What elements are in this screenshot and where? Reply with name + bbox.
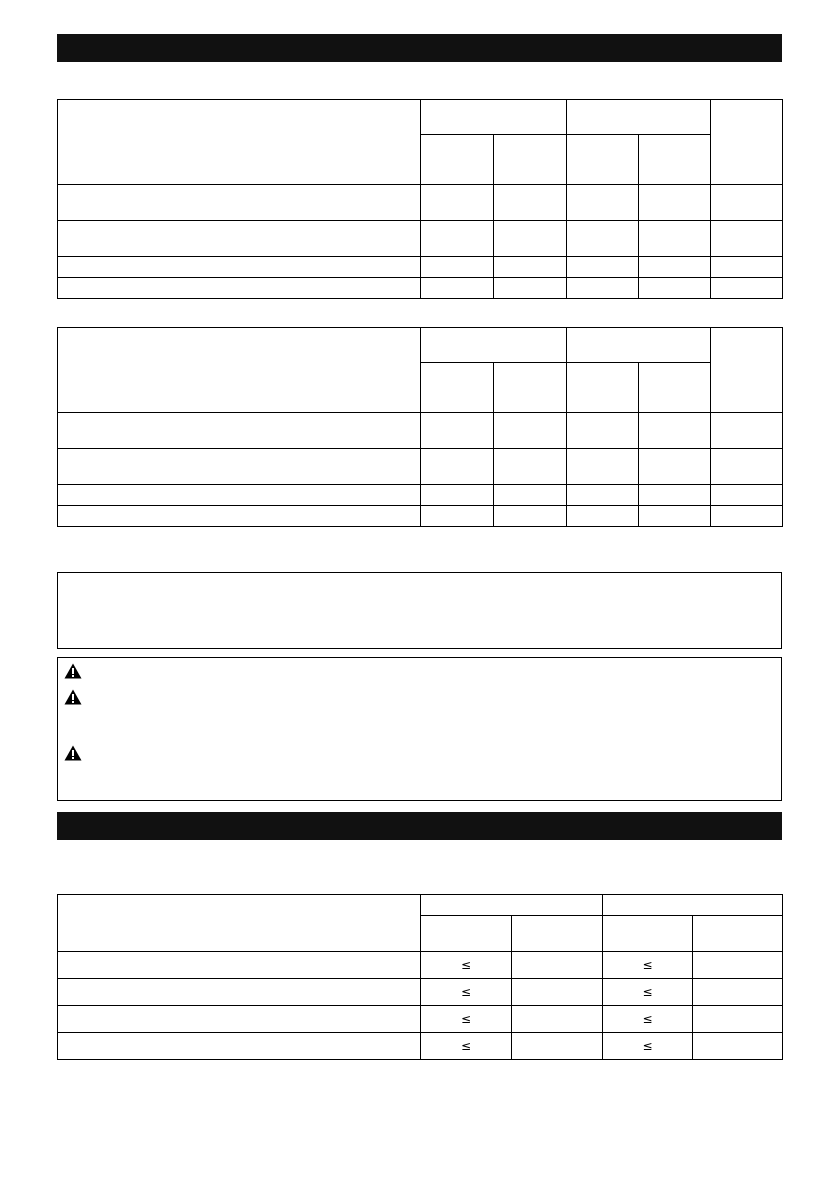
table-header-cell [711,328,783,413]
warning-triangle-icon [64,663,82,679]
less-equal-symbol: ≤ [421,979,512,1006]
spec-table-3 [57,894,783,1060]
table-header-cell [58,895,421,952]
table-row [58,185,783,221]
table-row [58,413,783,449]
less-equal-symbol: ≤ [421,1006,512,1033]
spec-table-1 [57,99,783,299]
table-header-cell [711,100,783,185]
table-subheader-cell [421,363,494,413]
table-header-cell [421,100,567,135]
table-row [58,1033,783,1060]
table-row [58,1006,783,1033]
table-row [58,221,783,257]
table-row [58,952,783,979]
table-subheader-cell [567,135,639,185]
section-header-bar-2 [57,812,782,840]
table-row [58,449,783,485]
table-header-cell [567,100,711,135]
table-header-cell [567,328,711,363]
table-header-cell [421,328,567,363]
less-equal-symbol: ≤ [603,979,693,1006]
table-subheader-cell [603,916,693,952]
table-subheader-cell [421,135,494,185]
table-header-cell [421,895,603,916]
table-row [58,979,783,1006]
table-subheader-cell [494,135,567,185]
table-row [58,485,783,506]
less-equal-symbol: ≤ [603,1006,693,1033]
less-equal-symbol: ≤ [603,952,693,979]
warning-triangle-icon [64,689,82,705]
spec-table-2 [57,327,783,527]
section-header-bar-1 [57,34,782,62]
warning-box [57,657,782,801]
table-subheader-cell [639,135,711,185]
less-equal-symbol: ≤ [421,952,512,979]
table-header-cell [58,328,421,413]
table-subheader-cell [494,363,567,413]
table-subheader-cell [512,916,603,952]
less-equal-symbol: ≤ [603,1033,693,1060]
note-box [57,572,782,649]
less-equal-symbol: ≤ [421,1033,512,1060]
table-header-cell [58,100,421,185]
table-subheader-cell [567,363,639,413]
table-subheader-cell [639,363,711,413]
table-subheader-cell [421,916,512,952]
table-subheader-cell [693,916,783,952]
table-row [58,506,783,527]
table-header-cell [603,895,783,916]
warning-triangle-icon [64,745,82,761]
table-row [58,257,783,278]
table-row [58,278,783,299]
